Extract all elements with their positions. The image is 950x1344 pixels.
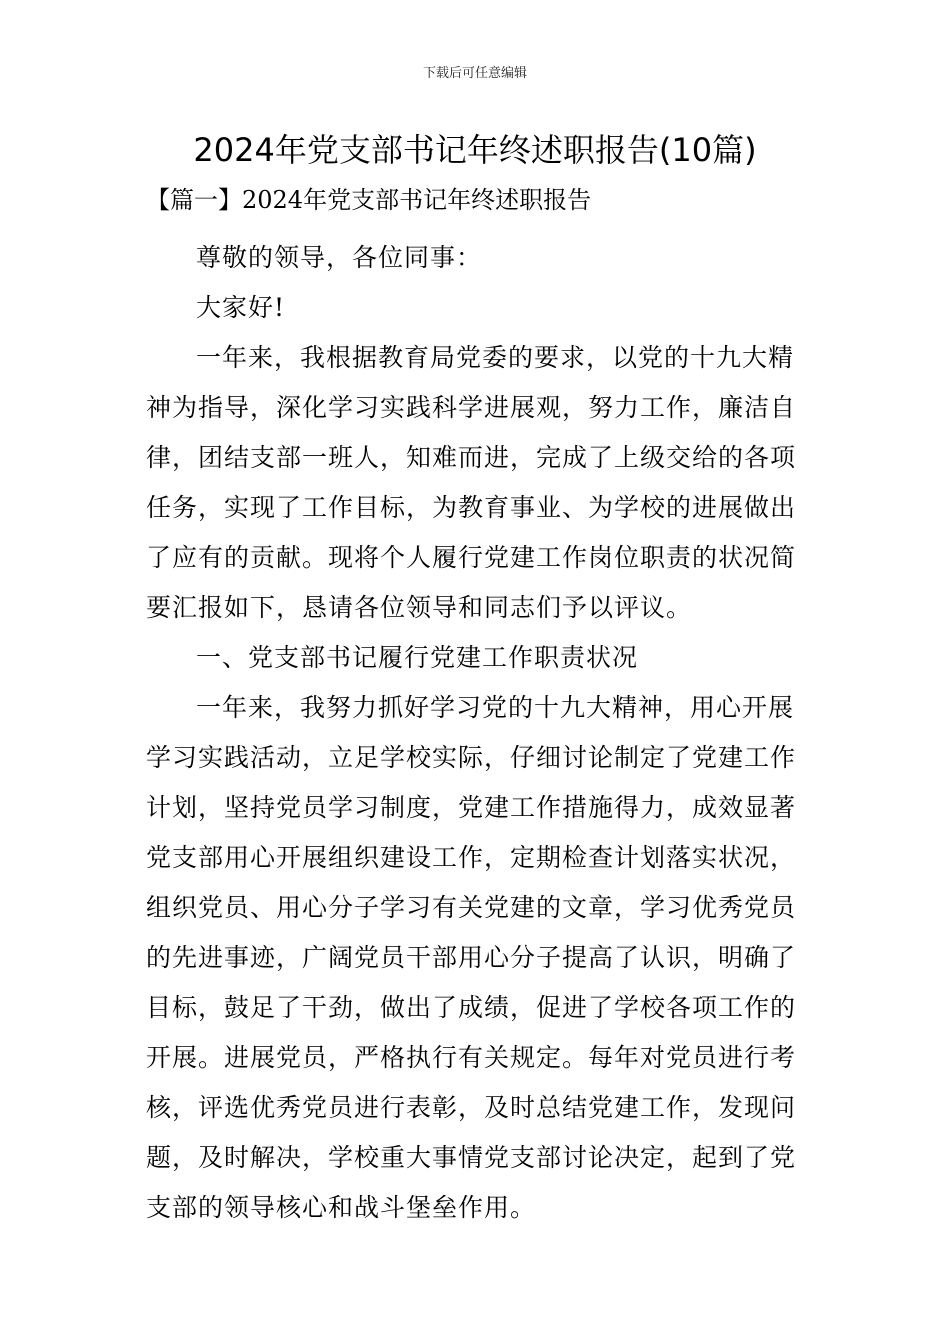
- intro-paragraph: 一年来，我根据教育局党委的要求，以党的十九大精神为指导，深化学习实践科学进展观，努力工作，廉洁自律，团结支部一班人，知难而进，完成了上级交给的各项任务，实现了工作目标，为教育事业、为学校的进展做出了应有的贡献。现将个人履行党建工作岗位职责的状况简要汇报如下，恳请各位领导和同志们予以评议。: [146, 343, 797, 622]
- page-header-note: 下载后可任意编辑: [422, 66, 527, 81]
- salutation-paragraph: 尊敬的领导，各位同事：: [196, 243, 483, 272]
- greeting-paragraph: 大家好!: [196, 293, 286, 322]
- body-paragraph: 一年来，我努力抓好学习党的十九大精神，用心开展学习实践活动，立足学校实际，仔细讨论制定了党建工作计划，坚持党员学习制度，党建工作措施得力，成效显著党支部用心开展组织建设工作，定期检查计划落实状况，组织党员、用心分子学习有关党建的文章，学习优秀党员的先进事迹，广阔党员干部用心分子提高了认识，明确了目标，鼓足了干劲，做出了成绩，促进了学校各项工作的开展。进展党员，严格执行有关规定。每年对党员进行考核，评选优秀党员进行表彰，及时总结党建工作，发现问题，及时解决，学校重大事情党支部讨论决定，起到了党支部的领导核心和战斗堡垒作用。: [146, 693, 797, 1222]
- document-title: 2024年党支部书记年终述职报告(10篇): [193, 131, 757, 169]
- subsection-heading: 一、党支部书记履行党建工作职责状况: [196, 643, 639, 672]
- document-body: [146, 233, 806, 1233]
- section-heading: 【篇一】2024年党支部书记年终述职报告: [146, 186, 592, 214]
